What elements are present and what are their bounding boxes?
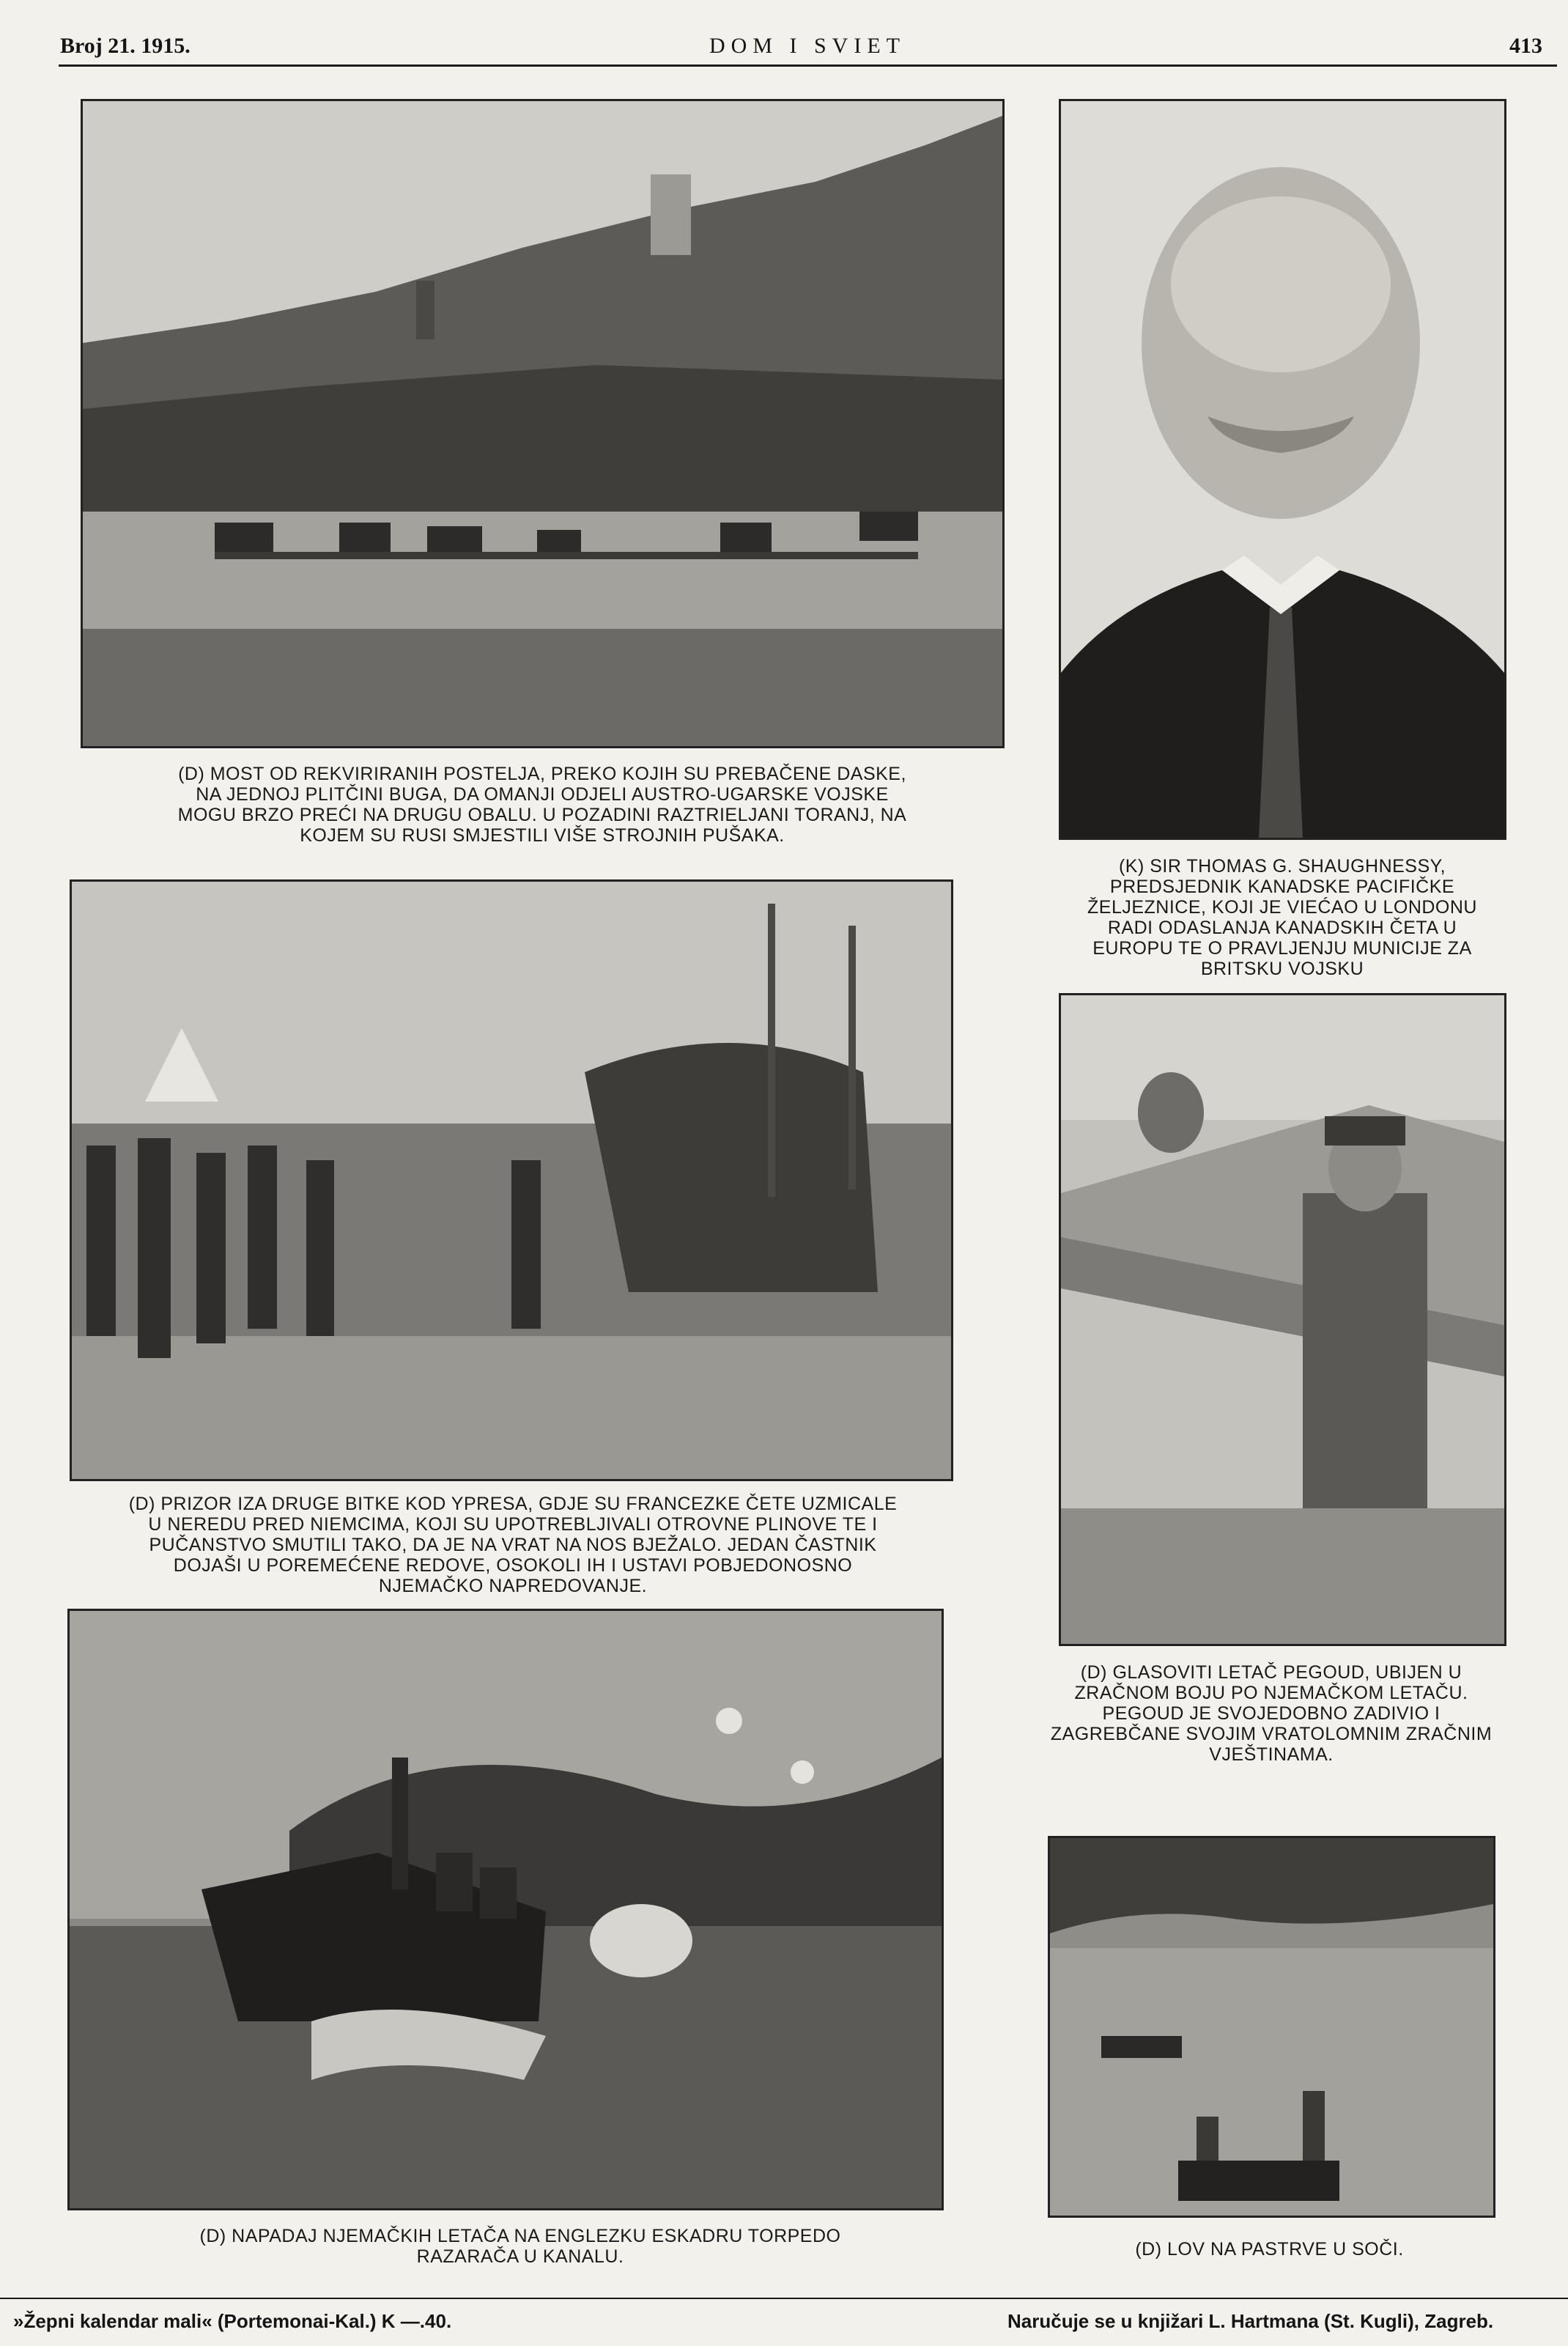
trout-caption: (D) LOV NA PASTRVE U SOČI. xyxy=(1135,2239,1404,2260)
ypres-illustration xyxy=(70,879,953,1481)
bridge-caption: (D) MOST OD REKVIRIRANIH POSTELJA, PREKO KOJIH SU PREBAČENE DASKE, NA JEDNOJ PLITČINI BUGA, DA OMANJI ODJELI AUSTRO-UGARSKE VOJSKE MOGU BRZO PREĆI NA DRUGU OBALU. U POZADINI RAZTRIELJANI TORANJ, NA KOJEM SU RUSI SMJESTILI VIŠE STROJNIH PUŠAKA. xyxy=(177,764,907,846)
naval-illustration xyxy=(67,1609,944,2210)
header-rule xyxy=(59,64,1557,67)
portrait-caption: (K) SIR THOMAS G. SHAUGHNESSY, PREDSJEDNIK KANADSKE PACIFIČKE ŽELJEZNICE, KOJI JE VIEĆAO U LONDONU RADI ODASLANJA KANADSKIH ČETA U EUROPU TE O PRAVLJENJU MUNICIJE ZA BRITSKU VOJSKU xyxy=(1087,856,1477,979)
magazine-title: DOM I SVIET xyxy=(709,34,906,58)
pegoud-photo xyxy=(1059,993,1506,1646)
portrait-photo xyxy=(1059,99,1506,840)
footer-right-advert: Naručuje se u knjižari L. Hartmana (St. Kugli), Zagreb. xyxy=(1007,2310,1494,2332)
ypres-caption: (D) PRIZOR IZA DRUGE BITKE KOD YPRESA, GDJE SU FRANCEZKE ČETE UZMICALE U NEREDU PRED NIEMCIMA, KOJI SU UPOTREBLJIVALI OTROVNE PLINOVE TE I PUČANSTVO SMUTILI TAKO, DA JE NA VRAT NA NOS BJEŽALO. JEDAN ČASTNIK DOJAŠI U POREMEĆENE REDOVE, OSOKOLI IH I USTAVI POBJEDONOSNO NJEMAČKO NAPREDOVANJE. xyxy=(128,1494,898,1596)
page-number: 413 xyxy=(1509,34,1542,58)
footer-left-advert: »Žepni kalendar mali« (Portemonai-Kal.) K —.40. xyxy=(13,2310,452,2332)
pegoud-caption: (D) GLASOVITI LETAČ PEGOUD, UBIJEN U ZRAČNOM BOJU PO NJEMAČKOM LETAČU. PEGOUD JE SVOJEDOBNO ZADIVIO I ZAGREBČANE SVOJIM VRATOLOMNIM ZRAČNIM VJEŠTINAMA. xyxy=(1050,1662,1493,1765)
bridge-photo xyxy=(81,99,1005,748)
footer-rule xyxy=(0,2298,1568,2299)
trout-photo xyxy=(1048,1836,1495,2218)
naval-caption: (D) NAPADAJ NJEMAČKIH LETAČA NA ENGLEZKU ESKADRU TORPEDO RAZARAČA U KANALU. xyxy=(199,2226,841,2267)
issue-number: Broj 21. 1915. xyxy=(60,34,191,58)
